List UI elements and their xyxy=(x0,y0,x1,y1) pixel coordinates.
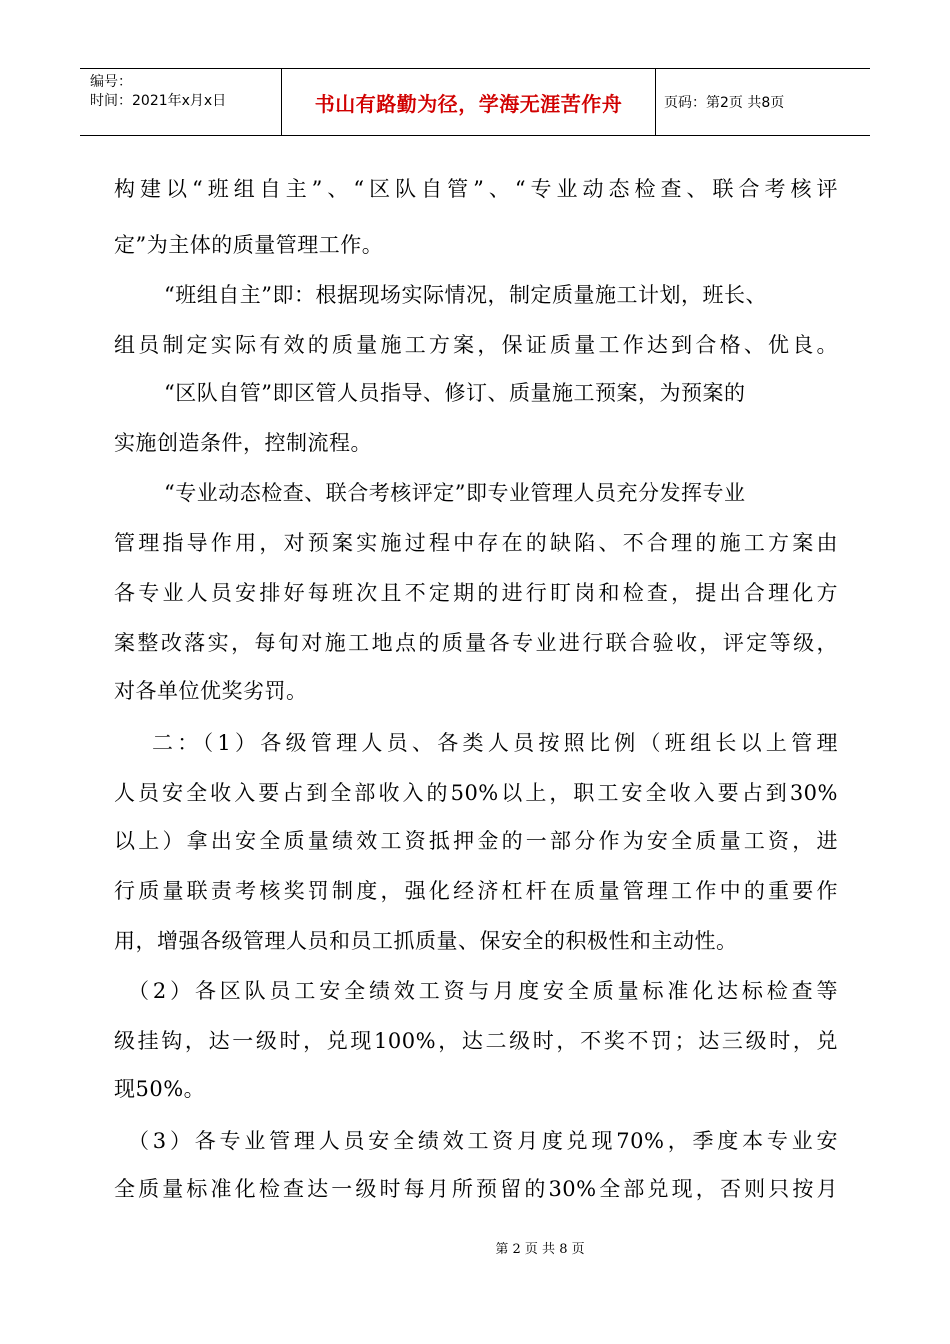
text-line: 各专业人员安排好每班次且不定期的进行盯岗和检查，提出合理化方 xyxy=(114,581,838,605)
page-footer: 第 2 页 共 8 页 xyxy=(495,1242,585,1257)
text-line: “班组自主”即：根据现场实际情况，制定质量施工计划，班长、 xyxy=(164,283,767,307)
text-line: 管理指导作用，对预案实施过程中存在的缺陷、不合理的施工方案由 xyxy=(114,531,838,555)
page-label: 页码：第2页 共8页 xyxy=(664,95,785,111)
text-line: 二：（1）各级管理人员、各类人员按照比例（班组长以上管理 xyxy=(152,731,838,755)
text-line: 实施创造条件，控制流程。 xyxy=(114,431,372,455)
text-line: 现50%。 xyxy=(114,1077,206,1101)
text-line: “专业动态检查、联合考核评定”即专业管理人员充分发挥专业 xyxy=(164,481,746,505)
text-line: 案整改落实，每旬对施工地点的质量各专业进行联合验收，评定等级， xyxy=(114,631,838,655)
text-line: 组员制定实际有效的质量施工方案，保证质量工作达到合格、优良。 xyxy=(114,333,838,357)
number-label: 编号： xyxy=(90,74,132,90)
text-line: 构建以“班组自主”、“区队自管”、“专业动态检查、联合考核评 xyxy=(114,177,838,201)
text-line: 行质量联责考核奖罚制度，强化经济杠杆在质量管理工作中的重要作 xyxy=(114,879,838,903)
header-info-cell xyxy=(80,69,282,135)
text-line: （3）各专业管理人员安全绩效工资月度兑现70%，季度本专业安 xyxy=(128,1129,838,1153)
text-line: 对各单位优奖劣罚。 xyxy=(114,679,308,703)
text-line: 定”为主体的质量管理工作。 xyxy=(114,233,384,257)
time-label: 时间：2021年x月x日 xyxy=(90,93,227,109)
motto: 书山有路勤为径，学海无涯苦作舟 xyxy=(282,69,656,135)
text-line: “区队自管”即区管人员指导、修订、质量施工预案，为预案的 xyxy=(164,381,746,405)
text-line: 全质量标准化检查达一级时每月所预留的30%全部兑现，否则只按月 xyxy=(114,1177,838,1201)
text-line: 级挂钩，达一级时，兑现100%，达二级时，不奖不罚；达三级时，兑 xyxy=(114,1029,838,1053)
text-line: （2）各区队员工安全绩效工资与月度安全质量标准化达标检查等 xyxy=(128,979,838,1003)
header-table xyxy=(80,68,870,136)
text-line: 以上）拿出安全质量绩效工资抵押金的一部分作为安全质量工资，进 xyxy=(114,829,838,853)
text-line: 用，增强各级管理人员和员工抓质量、保安全的积极性和主动性。 xyxy=(114,929,738,953)
text-line: 人员安全收入要占到全部收入的50%以上，职工安全收入要占到30% xyxy=(114,781,838,805)
